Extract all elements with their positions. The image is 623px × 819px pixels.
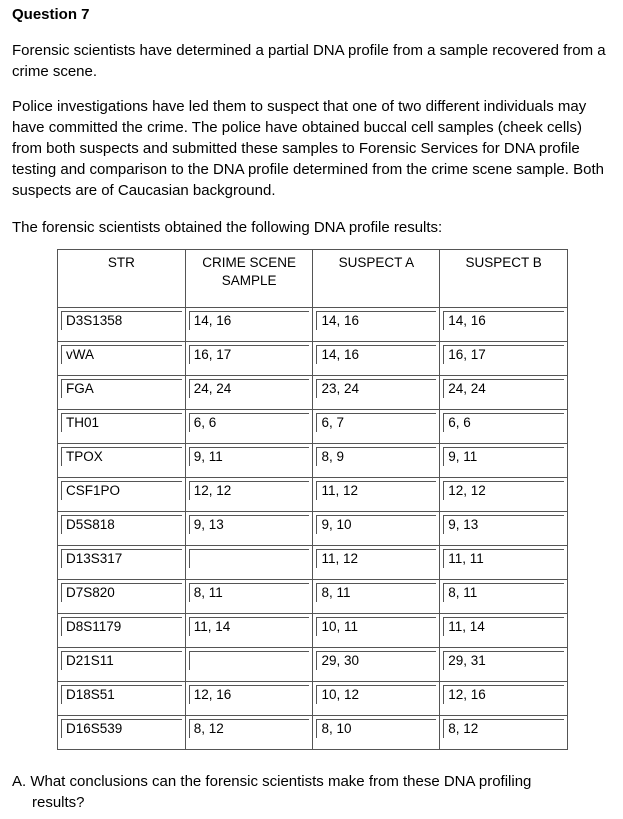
- table-cell: [313, 716, 440, 750]
- crime-scene-alleles: 12, 16: [189, 685, 310, 704]
- str-locus: D13S317: [61, 549, 182, 568]
- table-cell: [185, 478, 313, 512]
- suspect-a-alleles: 8, 11: [316, 583, 436, 602]
- crime-scene-alleles: 12, 12: [189, 481, 310, 500]
- question-a: [12, 771, 602, 813]
- table-cell: [313, 308, 440, 342]
- suspect-b-alleles: 16, 17: [443, 345, 564, 364]
- crime-scene-alleles: 8, 11: [189, 583, 310, 602]
- table-body: [58, 308, 568, 750]
- table-cell: [185, 614, 313, 648]
- suspect-a-alleles: 10, 12: [316, 685, 436, 704]
- table-cell: [440, 478, 568, 512]
- suspect-a-alleles: 11, 12: [316, 481, 436, 500]
- header-suspect-b: SUSPECT B: [440, 250, 568, 308]
- crime-scene-alleles: 9, 13: [189, 515, 310, 534]
- dna-profile-table: [57, 249, 568, 750]
- suspect-a-alleles: 10, 11: [316, 617, 436, 636]
- table-cell: [185, 682, 313, 716]
- table-cell: [58, 614, 186, 648]
- table-row: [58, 342, 568, 376]
- suspect-a-alleles: 29, 30: [316, 651, 436, 670]
- str-locus: D16S539: [61, 719, 182, 738]
- str-locus: TH01: [61, 413, 182, 432]
- table-cell: [440, 614, 568, 648]
- table-cell: [440, 308, 568, 342]
- header-suspect-a: SUSPECT A: [313, 250, 440, 308]
- table-cell: [313, 512, 440, 546]
- table-row: [58, 716, 568, 750]
- crime-scene-alleles: 6, 6: [189, 413, 310, 432]
- table-cell: [58, 716, 186, 750]
- suspect-a-alleles: 14, 16: [316, 311, 436, 330]
- table-row: [58, 512, 568, 546]
- crime-scene-alleles: 24, 24: [189, 379, 310, 398]
- table-row: [58, 682, 568, 716]
- table-cell: [313, 614, 440, 648]
- str-locus: vWA: [61, 345, 182, 364]
- table-row: [58, 614, 568, 648]
- table-cell: [185, 342, 313, 376]
- table-cell: [185, 308, 313, 342]
- table-cell: [313, 682, 440, 716]
- table-cell: [440, 342, 568, 376]
- table-row: [58, 308, 568, 342]
- table-cell: [185, 580, 313, 614]
- crime-scene-alleles: 16, 17: [189, 345, 310, 364]
- table-cell: [313, 376, 440, 410]
- table-cell: [313, 648, 440, 682]
- table-cell: [313, 342, 440, 376]
- str-locus: D8S1179: [61, 617, 182, 636]
- table-cell: [58, 444, 186, 478]
- crime-scene-alleles: 9, 11: [189, 447, 310, 466]
- suspect-a-alleles: 6, 7: [316, 413, 436, 432]
- table-cell: [58, 512, 186, 546]
- table-cell: [58, 478, 186, 512]
- table-row: [58, 410, 568, 444]
- table-cell: [58, 342, 186, 376]
- suspect-b-alleles: 11, 11: [443, 549, 564, 568]
- str-locus: D7S820: [61, 583, 182, 602]
- suspect-b-alleles: 8, 11: [443, 583, 564, 602]
- table-cell: [440, 512, 568, 546]
- header-crime-scene-sample: CRIME SCENE SAMPLE: [185, 250, 313, 308]
- table-header-row: [58, 250, 568, 308]
- suspect-b-alleles: 24, 24: [443, 379, 564, 398]
- table-cell: [440, 716, 568, 750]
- table-cell: [313, 478, 440, 512]
- str-locus: D3S1358: [61, 311, 182, 330]
- table-cell: [440, 546, 568, 580]
- suspect-b-alleles: 11, 14: [443, 617, 564, 636]
- table-cell: [58, 648, 186, 682]
- str-locus: TPOX: [61, 447, 182, 466]
- crime-scene-alleles: [189, 549, 310, 568]
- crime-scene-alleles: [189, 651, 310, 670]
- crime-scene-alleles: 8, 12: [189, 719, 310, 738]
- table-cell: [185, 512, 313, 546]
- table-cell: [440, 682, 568, 716]
- table-cell: [185, 376, 313, 410]
- table-cell: [58, 682, 186, 716]
- suspect-b-alleles: 14, 16: [443, 311, 564, 330]
- suspect-b-alleles: 8, 12: [443, 719, 564, 738]
- str-locus: D18S51: [61, 685, 182, 704]
- investigation-paragraph: Police investigations have led them to suspect that one of two different individuals may have committed the crime. The police have obtained buccal cell samples (cheek cells) from both suspects and submitted these samples to Forensic Services for DNA profile testing and comparison to the DNA profile determined from the crime scene sample. Both suspects are of Caucasian background.: [12, 98, 604, 199]
- table-cell: [185, 444, 313, 478]
- suspect-b-alleles: 6, 6: [443, 413, 564, 432]
- table-cell: [440, 648, 568, 682]
- crime-scene-alleles: 14, 16: [189, 311, 310, 330]
- table-cell: [440, 444, 568, 478]
- table-cell: [58, 308, 186, 342]
- table-cell: [58, 580, 186, 614]
- table-row: [58, 580, 568, 614]
- suspect-b-alleles: 12, 12: [443, 481, 564, 500]
- table-row: [58, 376, 568, 410]
- suspect-b-alleles: 9, 13: [443, 515, 564, 534]
- table-cell: [440, 376, 568, 410]
- suspect-b-alleles: 29, 31: [443, 651, 564, 670]
- str-locus: FGA: [61, 379, 182, 398]
- table-cell: [313, 444, 440, 478]
- table-cell: [440, 580, 568, 614]
- table-cell: [185, 648, 313, 682]
- table-row: [58, 648, 568, 682]
- table-cell: [58, 376, 186, 410]
- table-cell: [440, 410, 568, 444]
- table-cell: [313, 546, 440, 580]
- str-locus: D21S11: [61, 651, 182, 670]
- table-cell: [185, 410, 313, 444]
- suspect-b-alleles: 12, 16: [443, 685, 564, 704]
- question-a-line2: results?: [32, 794, 85, 811]
- table-cell: [58, 410, 186, 444]
- table-cell: [313, 580, 440, 614]
- question-a-line1: A. What conclusions can the forensic scientists make from these DNA profiling: [12, 773, 532, 790]
- question-heading: Question 7: [12, 6, 90, 23]
- suspect-a-alleles: 14, 16: [316, 345, 436, 364]
- suspect-a-alleles: 23, 24: [316, 379, 436, 398]
- table-row: [58, 546, 568, 580]
- str-locus: CSF1PO: [61, 481, 182, 500]
- table-cell: [185, 716, 313, 750]
- table-cell: [185, 546, 313, 580]
- table-row: [58, 444, 568, 478]
- table-cell: [313, 410, 440, 444]
- str-locus: D5S818: [61, 515, 182, 534]
- table-row: [58, 478, 568, 512]
- crime-scene-alleles: 11, 14: [189, 617, 310, 636]
- suspect-a-alleles: 11, 12: [316, 549, 436, 568]
- suspect-b-alleles: 9, 11: [443, 447, 564, 466]
- header-str: STR: [58, 250, 186, 308]
- intro-paragraph: Forensic scientists have determined a partial DNA profile from a sample recovered from a crime scene.: [12, 42, 606, 80]
- suspect-a-alleles: 9, 10: [316, 515, 436, 534]
- table-cell: [58, 546, 186, 580]
- suspect-a-alleles: 8, 10: [316, 719, 436, 738]
- results-intro-paragraph: The forensic scientists obtained the following DNA profile results:: [12, 219, 443, 236]
- suspect-a-alleles: 8, 9: [316, 447, 436, 466]
